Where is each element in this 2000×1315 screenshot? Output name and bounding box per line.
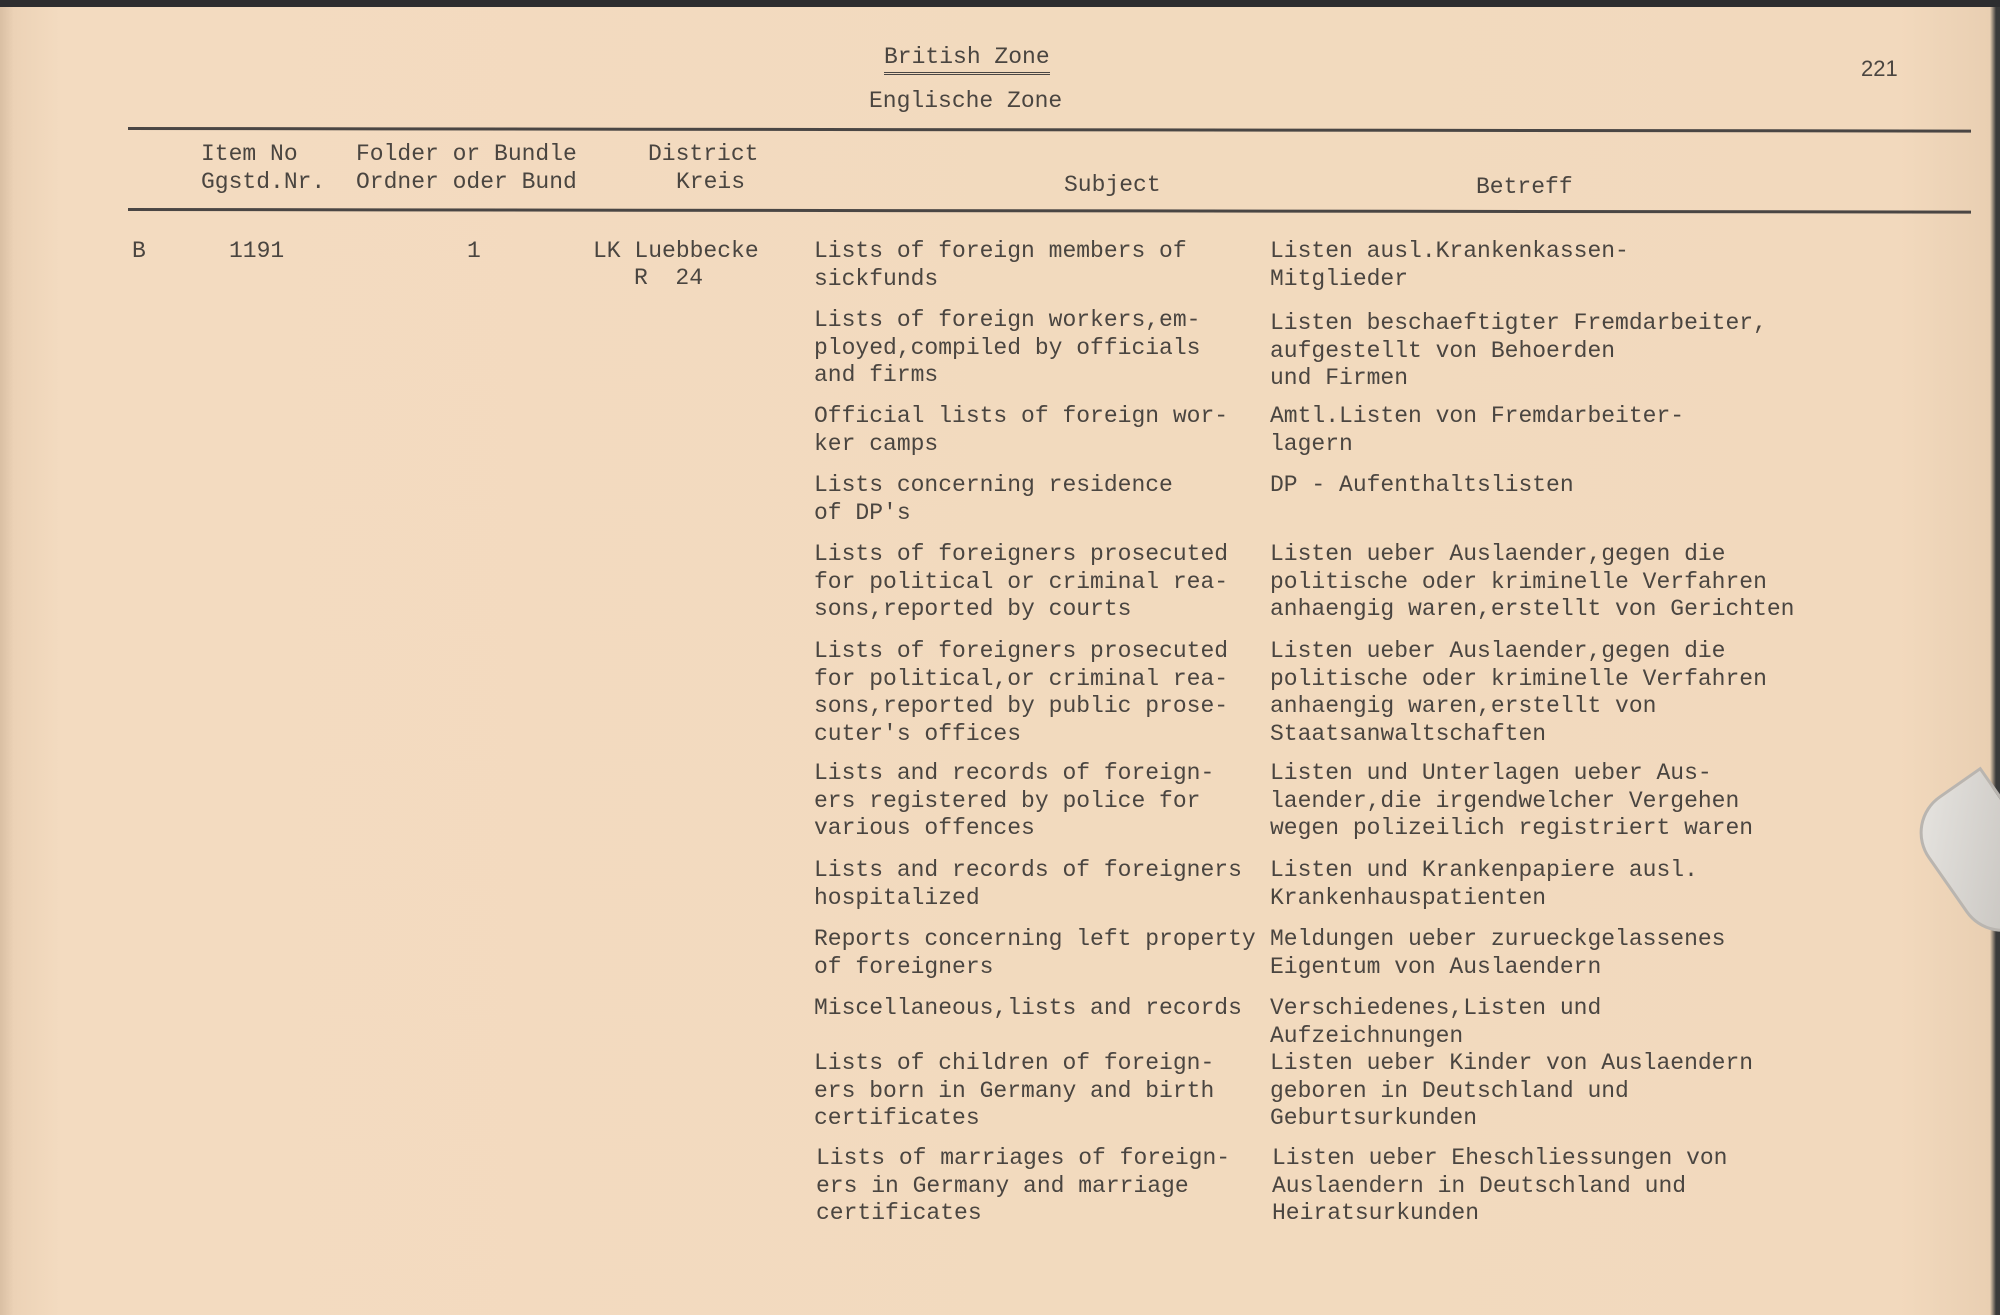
- folder-number: 1: [467, 238, 481, 264]
- zone-title-de: Englische Zone: [869, 88, 1063, 114]
- subject-entry: Official lists of foreign wor- ker camps: [814, 403, 1229, 457]
- betreff-entry: Listen ueber Auslaender,gegen die politische oder kriminelle Verfahren anhaengig waren,erstellt von Staatsanwaltschaften: [1270, 638, 1767, 747]
- district-name: LK Luebbecke: [593, 238, 759, 264]
- betreff-entry: Listen ausl.Krankenkassen- Mitglieder: [1270, 238, 1629, 292]
- subject-entry: Lists of children of foreign- ers born in Germany and birth certificates: [814, 1050, 1215, 1131]
- scan-border: [0, 0, 2000, 7]
- series-letter: B: [132, 238, 146, 264]
- col-item-no-de: Ggstd.Nr.: [201, 169, 326, 195]
- betreff-entry: Listen ueber Kinder von Auslaendern geboren in Deutschland und Geburtsurkunden: [1270, 1050, 1754, 1131]
- subject-entry: Miscellaneous,lists and records: [814, 995, 1242, 1021]
- betreff-entry: Meldungen ueber zurueckgelassenes Eigentum von Auslaendern: [1270, 926, 1726, 980]
- subject-entry: Lists of marriages of foreign- ers in Germany and marriage certificates: [816, 1145, 1231, 1226]
- betreff-entry: Listen und Unterlagen ueber Aus- laender,die irgendwelcher Vergehen wegen polizeilich registriert waren: [1270, 760, 1754, 841]
- subject-entry: Lists of foreigners prosecuted for political,or criminal rea- sons,reported by public prose- cuter's offices: [814, 638, 1229, 747]
- district-ref: R 24: [634, 265, 704, 291]
- betreff-entry: Listen und Krankenpapiere ausl. Krankenhauspatienten: [1270, 857, 1698, 911]
- subject-entry: Lists of foreign members of sickfunds: [814, 238, 1187, 292]
- subject-entry: Lists of foreign workers,em- ployed,compiled by officials and firms: [814, 307, 1201, 388]
- subject-entry: Reports concerning left property of foreigners: [814, 926, 1256, 980]
- betreff-entry: DP - Aufenthaltslisten: [1270, 472, 1574, 498]
- page-number: 221: [1861, 56, 1898, 81]
- betreff-entry: Verschiedenes,Listen und Aufzeichnungen: [1270, 995, 1602, 1049]
- col-item-no-en: Item No: [201, 141, 298, 167]
- col-district-en: District: [648, 141, 759, 167]
- subject-entry: Lists and records of foreign- ers registered by police for various offences: [814, 760, 1215, 841]
- betreff-entry: Listen ueber Auslaender,gegen die politische oder kriminelle Verfahren anhaengig waren,erstellt von Gerichten: [1270, 541, 1795, 622]
- betreff-entry: Amtl.Listen von Fremdarbeiter- lagern: [1270, 403, 1685, 457]
- betreff-entry: Listen beschaeftigter Fremdarbeiter, aufgestellt von Behoerden und Firmen: [1270, 310, 1767, 391]
- col-folder-en: Folder or Bundle: [356, 141, 577, 167]
- item-number: 1191: [229, 238, 285, 264]
- col-subject: Subject: [1064, 172, 1161, 198]
- subject-entry: Lists concerning residence of DP's: [814, 472, 1173, 526]
- betreff-entry: Listen ueber Eheschliessungen von Auslaendern in Deutschland und Heiratsurkunden: [1272, 1145, 1728, 1226]
- col-betreff: Betreff: [1476, 174, 1573, 200]
- subject-entry: Lists and records of foreigners hospitalized: [814, 857, 1242, 911]
- zone-title-en: British Zone: [884, 44, 1050, 75]
- subject-entry: Lists of foreigners prosecuted for political or criminal rea- sons,reported by courts: [814, 541, 1229, 622]
- col-folder-de: Ordner oder Bund: [356, 169, 577, 195]
- col-district-de: Kreis: [676, 169, 746, 195]
